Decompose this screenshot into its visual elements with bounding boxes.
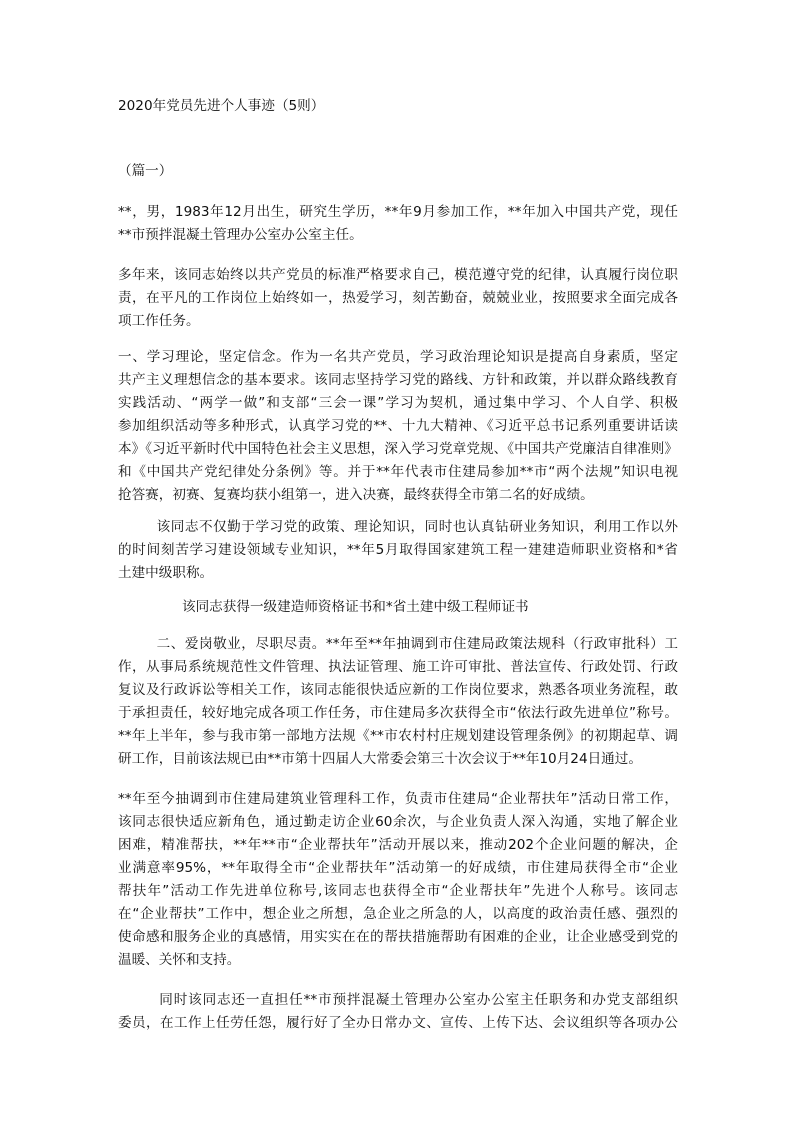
paragraph-5-line-5: **年上半年，参与我市第一部地方法规《**市农村村庄规划建设管理条例》的初期起草、调 (118, 728, 678, 744)
paragraph-6-line-7: 使命感和服务企业的真感情，用实实在在的帮扶措施帮助有困难的企业，让企业感受到党的 (118, 929, 678, 945)
paragraph-1-line-1: **，男，1983年12月出生，研究生学历，**年9月参加工作，**年加入中国共产党，现任 (118, 204, 678, 220)
paragraph-5-line-1: 二、爱岗敬业，尽职尽责。**年至**年抽调到市住建局政策法规科（行政审批科）工 (118, 636, 678, 652)
paragraph-3-line-7: 抢答赛，初赛、复赛均获小组第一，进入决赛，最终获得全市第二名的好成绩。 (118, 487, 594, 503)
paragraph-3-line-3: 实践活动、“两学一做”和支部“三会一课”学习为契机，通过集中学习、个人自学、积极 (118, 395, 678, 411)
paragraph-5-line-3: 复议及行政诉讼等相关工作，该同志能很快适应新的工作岗位要求，熟悉各项业务流程，敢 (118, 682, 678, 698)
paragraph-6-line-6: 在“企业帮扶”工作中，想企业之所想，急企业之所急的人，以高度的政治责任感、强烈的 (118, 906, 678, 922)
paragraph-2-line-2: 责，在平凡的工作岗位上始终如一，热爱学习，刻苦勤奋，兢兢业业，按照要求全面完成各 (118, 290, 678, 306)
certificate-caption: 该同志获得一级建造师资格证书和*省土建中级工程师证书 (182, 599, 529, 615)
paragraph-5-line-6: 研工作，目前该法规已由**市第十四届人大常委会第三十次会议于**年10月24日通过。 (118, 751, 642, 767)
paragraph-1-line-2: **市预拌混凝土管理办公室办公室主任。 (118, 227, 363, 243)
paragraph-3-line-6: 和《中国共产党纪律处分条例》等。并于**年代表市住建局参加**市“两个法规”知识电视 (118, 464, 678, 480)
paragraph-7-line-1: 同时该同志还一直担任**市预拌混凝土管理办公室办公室主任职务和办党支部组织 (118, 992, 678, 1008)
paragraph-2-line-3: 项工作任务。 (118, 313, 200, 329)
paragraph-5-line-4: 于承担责任，较好地完成各项工作任务，市住建局多次获得全市“依法行政先进单位”称号。 (118, 705, 678, 721)
paragraph-4-line-2: 的时间刻苦学习建设领域专业知识，**年5月取得国家建筑工程一建建造师职业资格和*省 (118, 542, 678, 558)
paragraph-6-line-8: 温暖、关怀和支持。 (118, 952, 241, 968)
paragraph-6-line-4: 业满意率95%，**年取得全市“企业帮扶年”活动第一的好成绩，市住建局获得全市“企业 (118, 860, 678, 876)
paragraph-6-line-5: 帮扶年”活动工作先进单位称号,该同志也获得全市“企业帮扶年”先进个人称号。该同志 (118, 883, 678, 899)
paragraph-3-line-4: 参加组织活动等多种形式，认真学习党的**、十九大精神、《习近平总书记系列重要讲话读 (118, 418, 678, 434)
paragraph-3-line-1: 一、学习理论，坚定信念。作为一名共产党员，学习政治理论知识是提高自身素质，坚定 (118, 349, 678, 365)
document-title: 2020年党员先进个人事迹（5则） (118, 98, 325, 114)
paragraph-6-line-2: 该同志很快适应新角色，通过勤走访企业60余次，与企业负责人深入沟通，实地了解企业 (118, 814, 678, 830)
paragraph-3-line-5: 本》《习近平新时代中国特色社会主义思想，深入学习党章党规、《中国共产党廉洁自律准则》 (118, 441, 678, 457)
section-label: （篇一） (118, 163, 173, 179)
paragraph-7-line-2: 委员，在工作上任劳任怨，履行好了全办日常办文、宣传、上传下达、会议组织等各项办公 (118, 1015, 678, 1031)
paragraph-4-line-1: 该同志不仅勤于学习党的政策、理论知识，同时也认真钻研业务知识，利用工作以外 (118, 519, 678, 535)
paragraph-2-line-1: 多年来，该同志始终以共产党员的标准严格要求自己，模范遵守党的纪律，认真履行岗位职 (118, 267, 678, 283)
paragraph-3-line-2: 共产主义理想信念的基本要求。该同志坚持学习党的路线、方针和政策，并以群众路线教育 (118, 372, 678, 388)
paragraph-4-line-3: 土建中级职称。 (118, 565, 214, 581)
paragraph-6-line-1: **年至今抽调到市住建局建筑业管理科工作，负责市住建局“企业帮扶年”活动日常工作， (118, 791, 678, 807)
paragraph-6-line-3: 困难，精准帮扶，**年**市“企业帮扶年”活动开展以来，推动202个企业问题的解决，企 (118, 837, 678, 853)
paragraph-5-line-2: 作，从事局系统规范性文件管理、执法证管理、施工许可审批、普法宣传、行政处罚、行政 (118, 659, 678, 675)
